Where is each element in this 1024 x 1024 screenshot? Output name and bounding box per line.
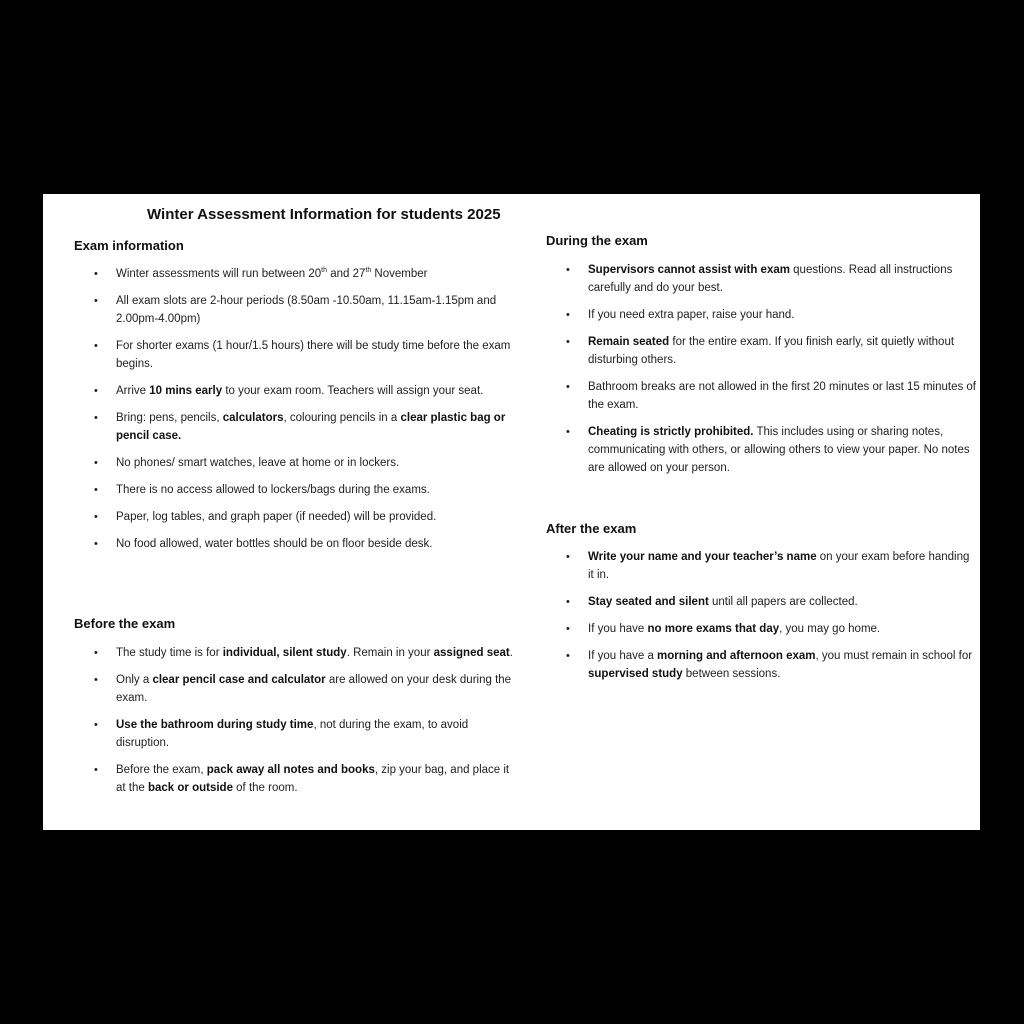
- item-text: , you must remain in school for: [815, 650, 973, 662]
- list-item: [74, 671, 514, 707]
- list-item: [74, 265, 514, 283]
- item-text: to your exam room. Teachers will assign your seat.: [222, 385, 484, 397]
- item-text: All exam slots are 2-hour periods (8.50am -10.50am, 11.15am-1.15pm and 2.00pm-4.00pm): [116, 295, 497, 325]
- item-text: and 27: [327, 268, 366, 280]
- bold-text: Write your name and your teacher’s name: [588, 551, 817, 563]
- list-item: [74, 535, 514, 553]
- item-text: between sessions.: [682, 668, 781, 680]
- item-text: , you may go home.: [779, 623, 881, 635]
- item-text: on your exam before handing it in.: [588, 551, 970, 581]
- item-text: of the room.: [232, 782, 298, 794]
- list-item: [546, 261, 976, 297]
- bold-text: Stay seated and silent: [588, 596, 709, 608]
- list-item: [546, 306, 976, 324]
- bold-text: clear plastic bag or pencil case.: [116, 412, 506, 442]
- before-exam-list: [74, 644, 514, 797]
- bold-text: pack away all notes and books: [206, 764, 375, 776]
- item-text: The study time is for: [116, 647, 223, 659]
- list-item: [546, 620, 976, 638]
- bold-text: Remain seated: [588, 336, 670, 348]
- item-text: November: [371, 268, 428, 280]
- list-item: [546, 378, 976, 414]
- item-text: are allowed on your desk during the exam.: [116, 674, 512, 704]
- bold-text: clear pencil case and calculator: [152, 674, 326, 686]
- list-item: [74, 337, 514, 373]
- list-item: [546, 593, 976, 611]
- item-text: No phones/ smart watches, leave at home or in lockers.: [116, 457, 400, 469]
- list-item: [74, 481, 514, 499]
- item-text: until all papers are collected.: [708, 596, 858, 608]
- heading-before-exam: Before the exam: [74, 616, 176, 631]
- heading-during-exam: During the exam: [546, 233, 648, 248]
- document-title: Winter Assessment Information for students 2025: [147, 206, 501, 223]
- item-text: No food allowed, water bottles should be on floor beside desk.: [116, 538, 433, 550]
- heading-after-exam: After the exam: [546, 521, 637, 536]
- list-item: [74, 454, 514, 472]
- item-text: , zip your bag, and place it at the: [116, 764, 510, 794]
- item-text: Before the exam,: [116, 764, 207, 776]
- item-text: Bathroom breaks are not allowed in the first 20 minutes or last 15 minutes of the exam.: [588, 381, 977, 411]
- during-exam-list: [546, 261, 976, 477]
- list-item: [74, 292, 514, 328]
- list-item: [546, 548, 976, 584]
- item-text: If you have: [588, 623, 648, 635]
- list-item: [74, 382, 514, 400]
- heading-exam-information: Exam information: [74, 238, 184, 253]
- list-item: [74, 761, 514, 797]
- bold-text: 10 mins early: [149, 385, 223, 397]
- superscript-text: th: [321, 267, 328, 275]
- bold-text: individual, silent study: [222, 647, 347, 659]
- bold-text: Use the bathroom during study time: [116, 719, 314, 731]
- item-text: Paper, log tables, and graph paper (if needed) will be provided.: [116, 511, 437, 523]
- item-text: Only a: [116, 674, 153, 686]
- list-item: [546, 647, 976, 683]
- item-text: There is no access allowed to lockers/bags during the exams.: [116, 484, 430, 496]
- item-text: For shorter exams (1 hour/1.5 hours) there will be study time before the exam begins.: [116, 340, 511, 370]
- bold-text: calculators: [222, 412, 284, 424]
- bold-text: assigned seat: [433, 647, 510, 659]
- item-text: for the entire exam. If you finish early, sit quietly without disturbing others.: [588, 336, 955, 366]
- document-page: [43, 194, 980, 830]
- bold-text: morning and afternoon exam: [657, 650, 816, 662]
- exam-information-list: [74, 265, 514, 553]
- item-text: Arrive: [116, 385, 150, 397]
- item-text: Bring: pens, pencils,: [116, 412, 223, 424]
- item-text: .: [509, 647, 513, 659]
- bold-text: Supervisors cannot assist with exam: [588, 264, 790, 276]
- list-item: [74, 409, 514, 445]
- list-item: [74, 644, 514, 662]
- bold-text: supervised study: [588, 668, 683, 680]
- item-text: questions. Read all instructions carefully and do your best.: [588, 264, 953, 294]
- list-item: [74, 508, 514, 526]
- list-item: [74, 716, 514, 752]
- item-text: If you have a: [588, 650, 658, 662]
- bold-text: Cheating is strictly prohibited.: [588, 426, 754, 438]
- item-text: . Remain in your: [346, 647, 434, 659]
- bold-text: back or outside: [147, 782, 233, 794]
- item-text: This includes using or sharing notes, communicating with others, or allowing others to view your paper. No notes are allowed on your person.: [588, 426, 970, 474]
- item-text: If you need extra paper, raise your hand.: [588, 309, 795, 321]
- list-item: [546, 423, 976, 477]
- item-text: , not during the exam, to avoid disruption.: [116, 719, 469, 749]
- list-item: [546, 333, 976, 369]
- item-text: , colouring pencils in a: [283, 412, 401, 424]
- superscript-text: th: [365, 267, 372, 275]
- after-exam-list: [546, 548, 976, 683]
- bold-text: no more exams that day: [647, 623, 780, 635]
- item-text: Winter assessments will run between 20: [116, 268, 322, 280]
